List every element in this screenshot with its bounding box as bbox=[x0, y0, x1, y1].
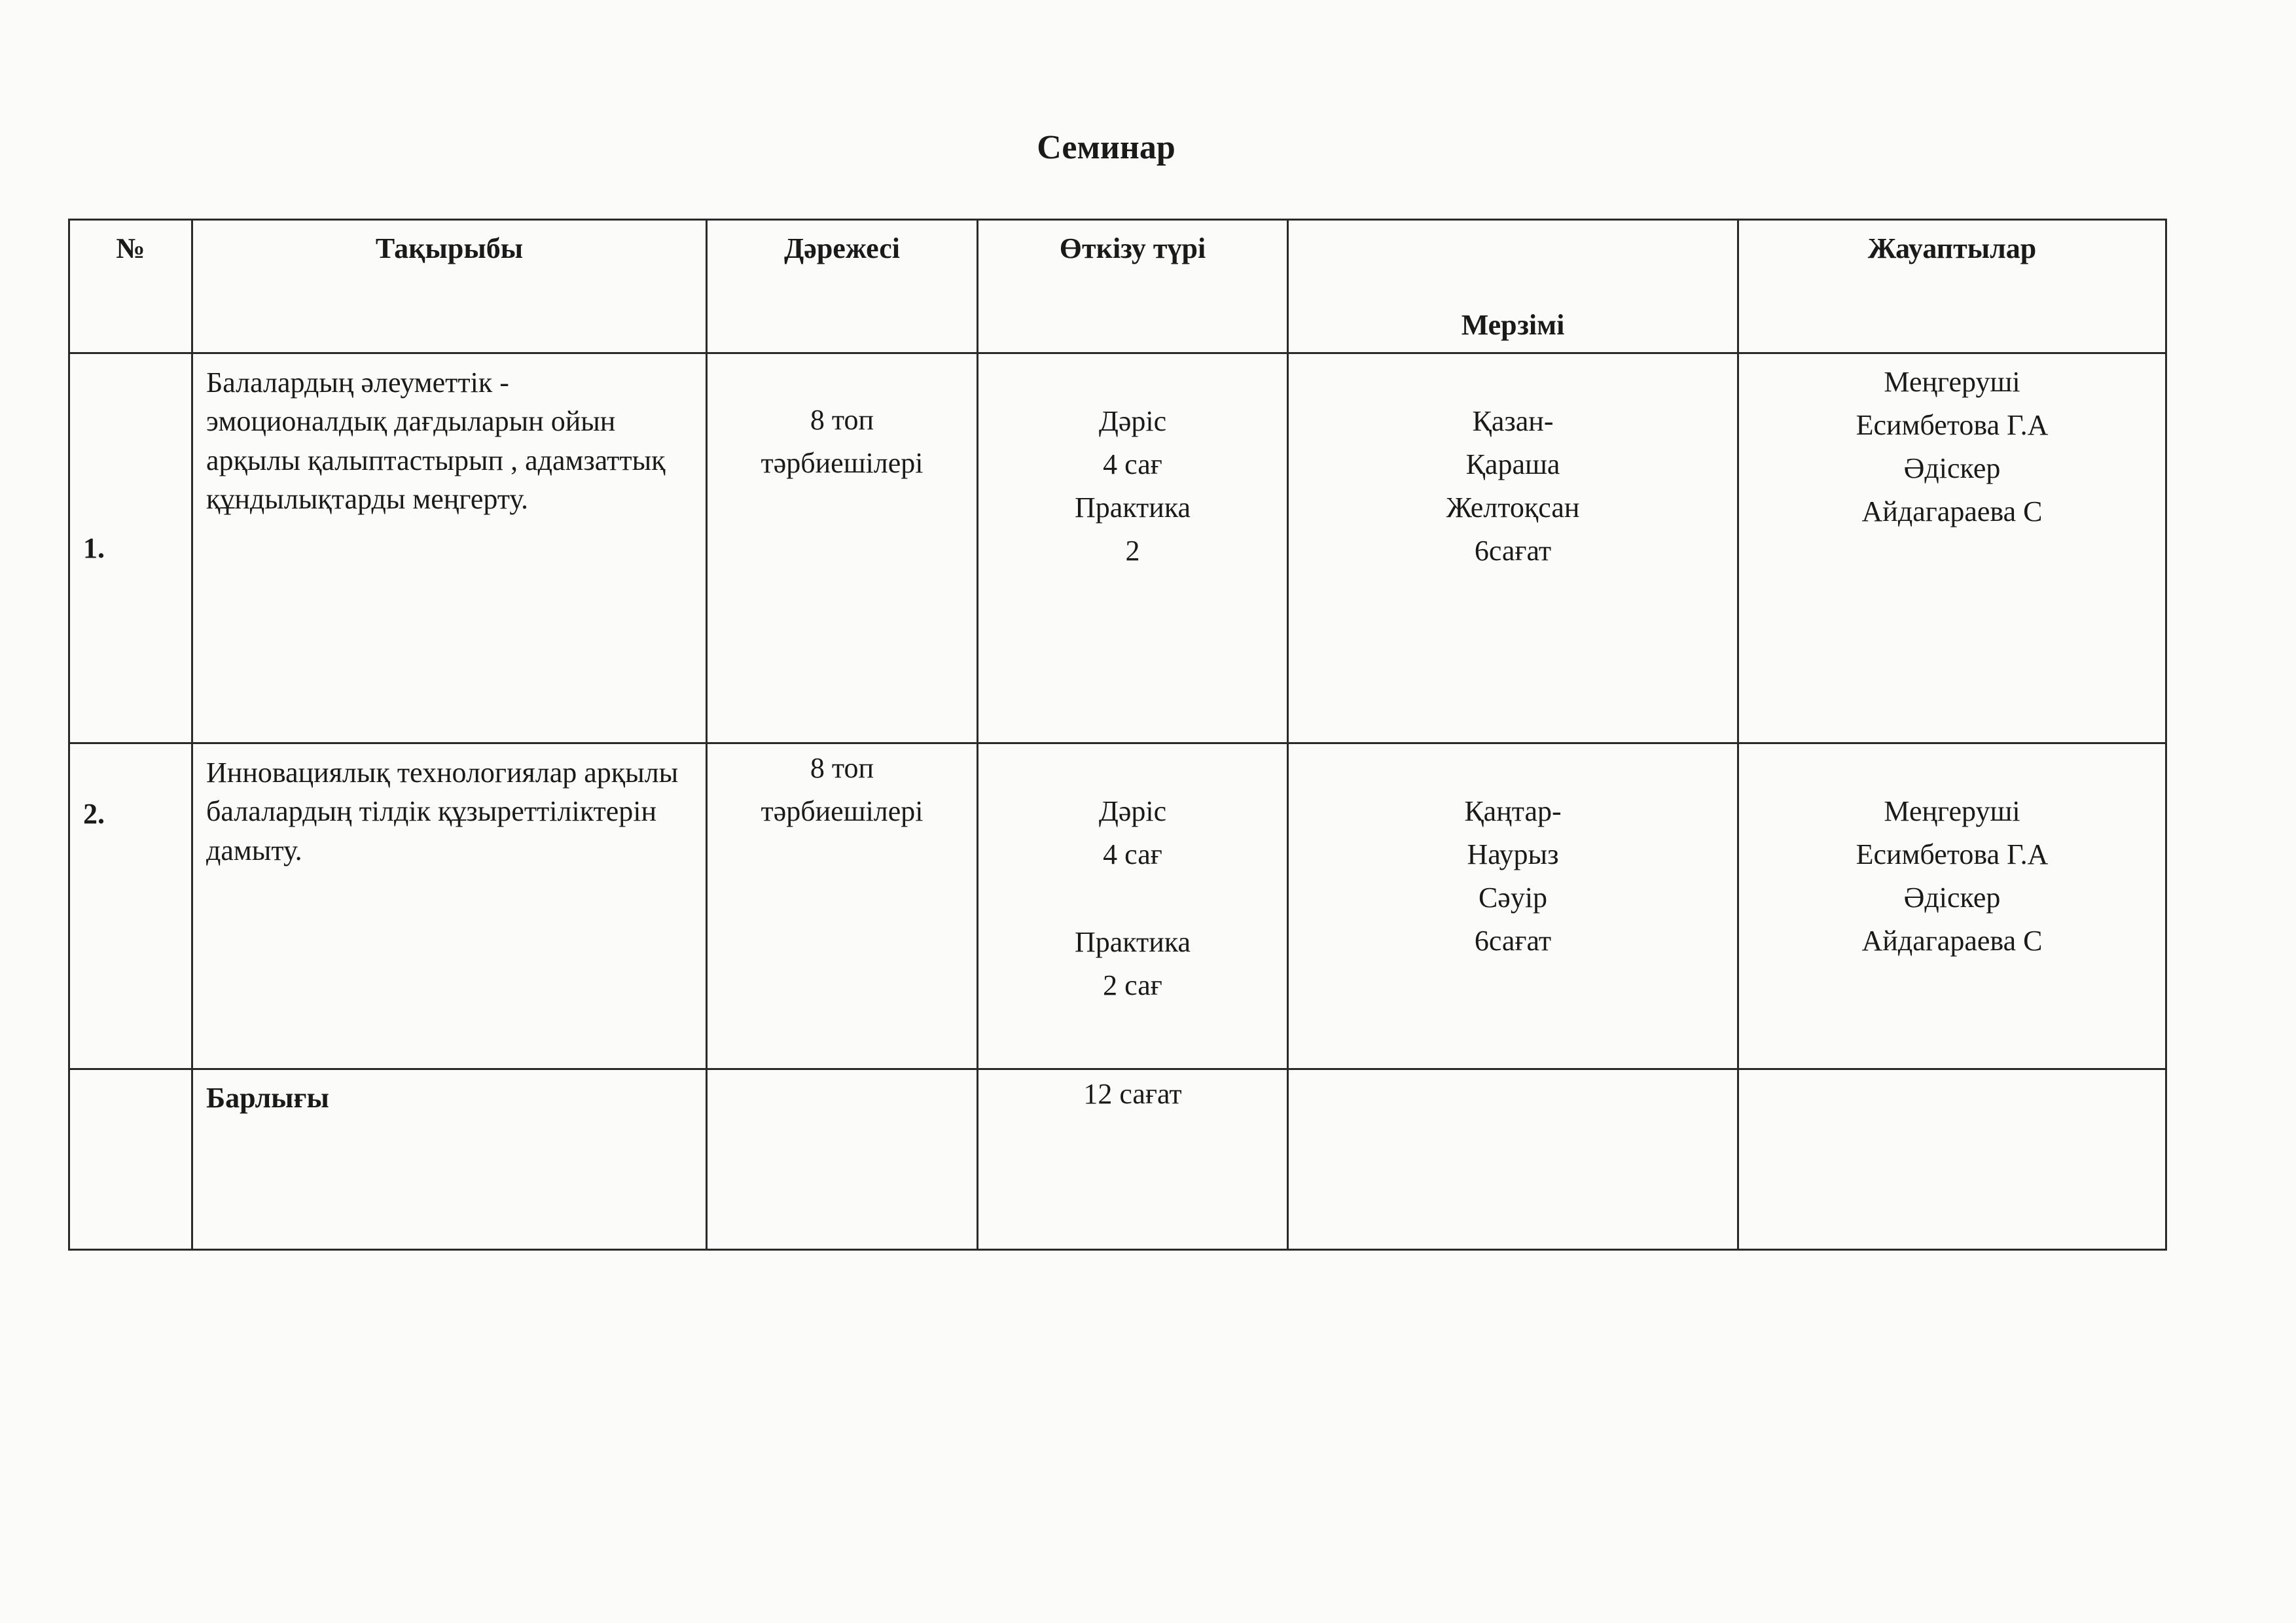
responsible-line: Айдагараева С bbox=[1861, 495, 2043, 527]
deadline-line: Сәуір bbox=[1478, 882, 1548, 914]
total-deadline-cell bbox=[1288, 1069, 1738, 1250]
responsible-line: Меңгеруші bbox=[1884, 366, 2020, 398]
row-deadline bbox=[1288, 743, 1738, 1069]
deadline-line: 6сағат bbox=[1474, 535, 1552, 567]
responsible-line: Әдіскер bbox=[1903, 882, 2001, 914]
row-level bbox=[707, 353, 978, 743]
header-format: Өткізу түрі bbox=[978, 220, 1288, 353]
responsible-line: Меңгеруші bbox=[1884, 795, 2020, 827]
deadline-line: Қаңтар- bbox=[1464, 795, 1562, 827]
level-line: 8 топ bbox=[810, 752, 874, 784]
header-level: Дәрежесі bbox=[707, 220, 978, 353]
header-topic: Тақырыбы bbox=[192, 220, 707, 353]
total-level-cell bbox=[707, 1069, 978, 1250]
total-hours: 12 сағат bbox=[978, 1069, 1288, 1250]
format-line: 4 сағ bbox=[1103, 838, 1162, 870]
deadline-line: Наурыз bbox=[1467, 838, 1559, 870]
format-line: 2 bbox=[1125, 535, 1140, 567]
page-title: Семинар bbox=[1037, 129, 1175, 166]
row-topic: Инновациялық технологиялар арқылы балалардың тілдік құзыреттіліктерін дамыту. bbox=[192, 743, 707, 1069]
format-line: Дәріс bbox=[1098, 405, 1167, 437]
header-deadline: Мерзімі bbox=[1288, 220, 1738, 353]
seminar-table bbox=[68, 219, 2167, 1251]
format-line: Дәріс bbox=[1098, 795, 1167, 827]
responsible-line: Есимбетова Г.А bbox=[1856, 838, 2049, 870]
responsible-line: Әдіскер bbox=[1903, 452, 2001, 484]
level-line: тәрбиешілері bbox=[761, 795, 924, 827]
format-line: 4 сағ bbox=[1103, 448, 1162, 480]
table-row bbox=[69, 353, 2166, 743]
table-row bbox=[69, 743, 2166, 1069]
table-header-row bbox=[69, 220, 2166, 353]
deadline-line: 6сағат bbox=[1474, 925, 1552, 957]
row-responsible bbox=[1738, 743, 2166, 1069]
level-line: тәрбиешілері bbox=[761, 447, 924, 479]
total-row bbox=[69, 1069, 2166, 1250]
format-line: Практика bbox=[1074, 491, 1191, 524]
format-line: Практика bbox=[1074, 926, 1191, 958]
row-topic: Балалардың әлеуметтік - эмоционалдық дағдыларын ойын арқылы қалыптастырып , адамзаттық құндылықтарды меңгерту. bbox=[192, 353, 707, 743]
responsible-line: Айдагараева С bbox=[1861, 925, 2043, 957]
row-number: 1. bbox=[69, 353, 192, 743]
total-number-cell bbox=[69, 1069, 192, 1250]
row-number: 2. bbox=[69, 743, 192, 1069]
total-label: Барлығы bbox=[192, 1069, 707, 1250]
responsible-line: Есимбетова Г.А bbox=[1856, 409, 2049, 441]
deadline-line: Қараша bbox=[1465, 448, 1560, 480]
row-format bbox=[978, 743, 1288, 1069]
header-number: № bbox=[69, 220, 192, 353]
row-level bbox=[707, 743, 978, 1069]
row-responsible bbox=[1738, 353, 2166, 743]
header-responsible: Жауаптылар bbox=[1738, 220, 2166, 353]
format-line: 2 сағ bbox=[1103, 969, 1162, 1001]
total-responsible-cell bbox=[1738, 1069, 2166, 1250]
row-deadline bbox=[1288, 353, 1738, 743]
deadline-line: Желтоқсан bbox=[1446, 491, 1580, 524]
deadline-line: Қазан- bbox=[1472, 405, 1554, 437]
format-gap bbox=[992, 876, 1274, 921]
level-line: 8 топ bbox=[810, 404, 874, 436]
row-format bbox=[978, 353, 1288, 743]
